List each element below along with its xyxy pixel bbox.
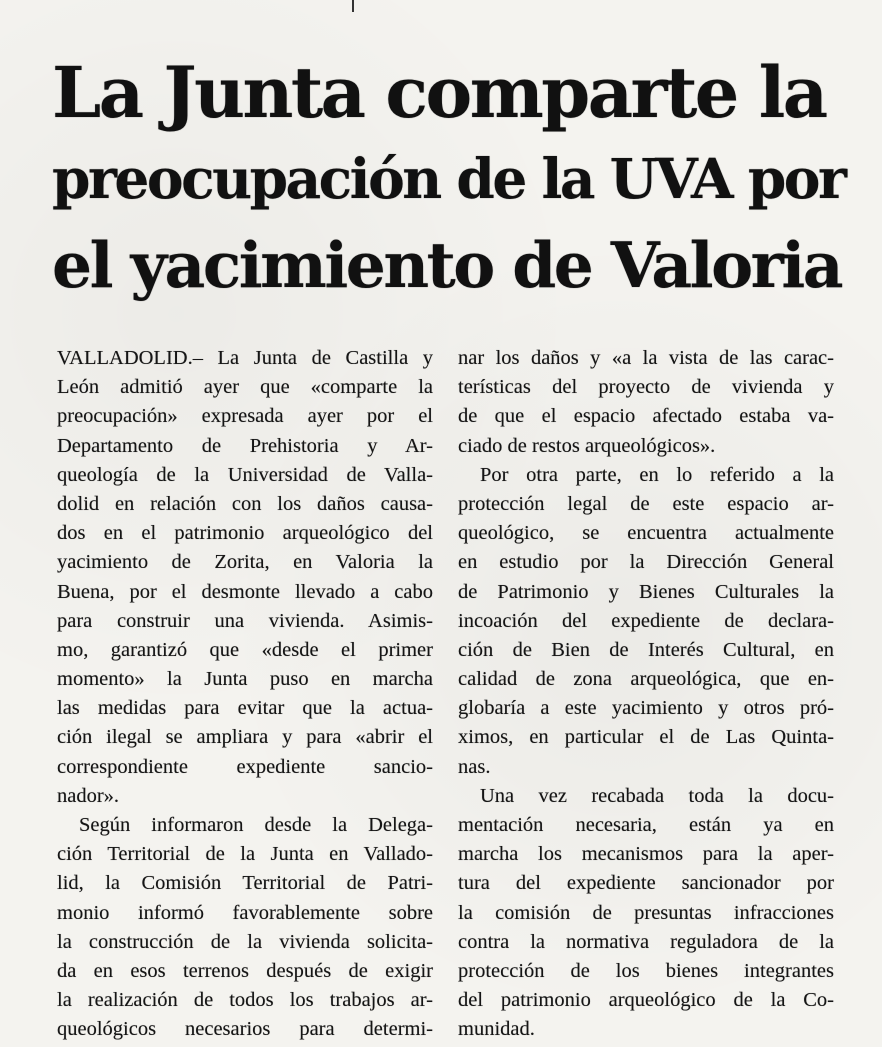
article-line: ximos, en particular el de Las Quinta- bbox=[458, 726, 834, 749]
article-line: Según informaron desde la Delega- bbox=[79, 814, 433, 836]
headline-line-3: el yacimiento de Valoria bbox=[52, 228, 842, 302]
scan-mark bbox=[352, 0, 354, 12]
article-line: del patrimonio arqueológico de la Co- bbox=[458, 989, 834, 1012]
article-column-right bbox=[458, 344, 834, 1045]
article-line: Por otra parte, en lo referido a la bbox=[480, 463, 834, 486]
article-line: protección legal de este espacio ar- bbox=[458, 492, 834, 515]
article-line: la comisión de presuntas infracciones bbox=[458, 901, 834, 924]
article-line: correspondiente expediente sancio- bbox=[57, 755, 433, 778]
article-line: en estudio por la Dirección General bbox=[458, 551, 834, 574]
article-line: para construir una vivienda. Asimis- bbox=[57, 609, 433, 632]
article-line: momento» la Junta puso en marcha bbox=[57, 668, 433, 691]
headline bbox=[52, 50, 852, 308]
article-line: monio informó favorablemente sobre bbox=[57, 901, 433, 924]
article-line: León admitió ayer que «comparte la bbox=[57, 376, 433, 399]
article-line: de que el espacio afectado estaba va- bbox=[458, 405, 834, 428]
article-line: dolid en relación con los daños causa- bbox=[57, 492, 433, 515]
article-line: incoación del expediente de declara- bbox=[458, 609, 834, 632]
article-line: Una vez recabada toda la docu- bbox=[480, 784, 834, 807]
article-line: contra la normativa reguladora de la bbox=[458, 930, 834, 953]
article-line: queológicos necesarios para determi- bbox=[57, 1018, 433, 1041]
article-line: terísticas del proyecto de vivienda y bbox=[458, 376, 834, 399]
article-line: protección de los bienes integrantes bbox=[458, 959, 834, 982]
headline-line-2: preocupación de la UVA por bbox=[52, 146, 845, 211]
article-line: de Patrimonio y Bienes Culturales la bbox=[458, 580, 834, 603]
article-line: globaría a este yacimiento y otros pró- bbox=[458, 697, 834, 720]
article-line: Departamento de Prehistoria y Ar- bbox=[57, 434, 433, 457]
article-line: nas. bbox=[458, 755, 491, 778]
article-line: ciado de restos arqueológicos». bbox=[458, 434, 716, 457]
article-line: nar los daños y «a la vista de las carac- bbox=[458, 347, 834, 369]
article-line: Buena, por el desmonte llevado a cabo bbox=[57, 580, 433, 603]
article-line: las medidas para evitar que la actua- bbox=[57, 697, 433, 720]
article-line: calidad de zona arqueológica, que en- bbox=[458, 668, 834, 691]
article-line: queología de la Universidad de Valla- bbox=[57, 463, 433, 486]
headline-line-1: La Junta comparte la bbox=[52, 51, 826, 134]
article-line: ción Territorial de la Junta en Vallado- bbox=[57, 843, 433, 866]
article-line: la realización de todos los trabajos ar- bbox=[57, 989, 433, 1012]
article-line: mentación necesaria, están ya en bbox=[458, 814, 834, 836]
article-line: dos en el patrimonio arqueológico del bbox=[57, 522, 433, 545]
article-line: da en esos terrenos después de exigir bbox=[57, 959, 433, 982]
article-line: ción de Bien de Interés Cultural, en bbox=[458, 638, 834, 661]
article-line: mo, garantizó que «desde el primer bbox=[57, 638, 433, 661]
article-line: lid, la Comisión Territorial de Patri- bbox=[57, 872, 433, 895]
article-line: nador». bbox=[57, 784, 120, 807]
article-line: ción ilegal se ampliara y para «abrir el bbox=[57, 726, 433, 749]
article-line: preocupación» expresada ayer por el bbox=[57, 405, 433, 428]
article-line: VALLADOLID.– La Junta de Castilla y bbox=[57, 347, 433, 369]
article-line: tura del expediente sancionador por bbox=[458, 872, 834, 895]
article-line: marcha los mecanismos para la aper- bbox=[458, 843, 834, 866]
article-line: yacimiento de Zorita, en Valoria la bbox=[57, 551, 433, 574]
article-line: queológico, se encuentra actualmente bbox=[458, 522, 834, 545]
article-column-left bbox=[57, 344, 433, 1045]
article-line: munidad. bbox=[458, 1018, 535, 1041]
article-line: la construcción de la vivienda solicita- bbox=[57, 930, 433, 953]
